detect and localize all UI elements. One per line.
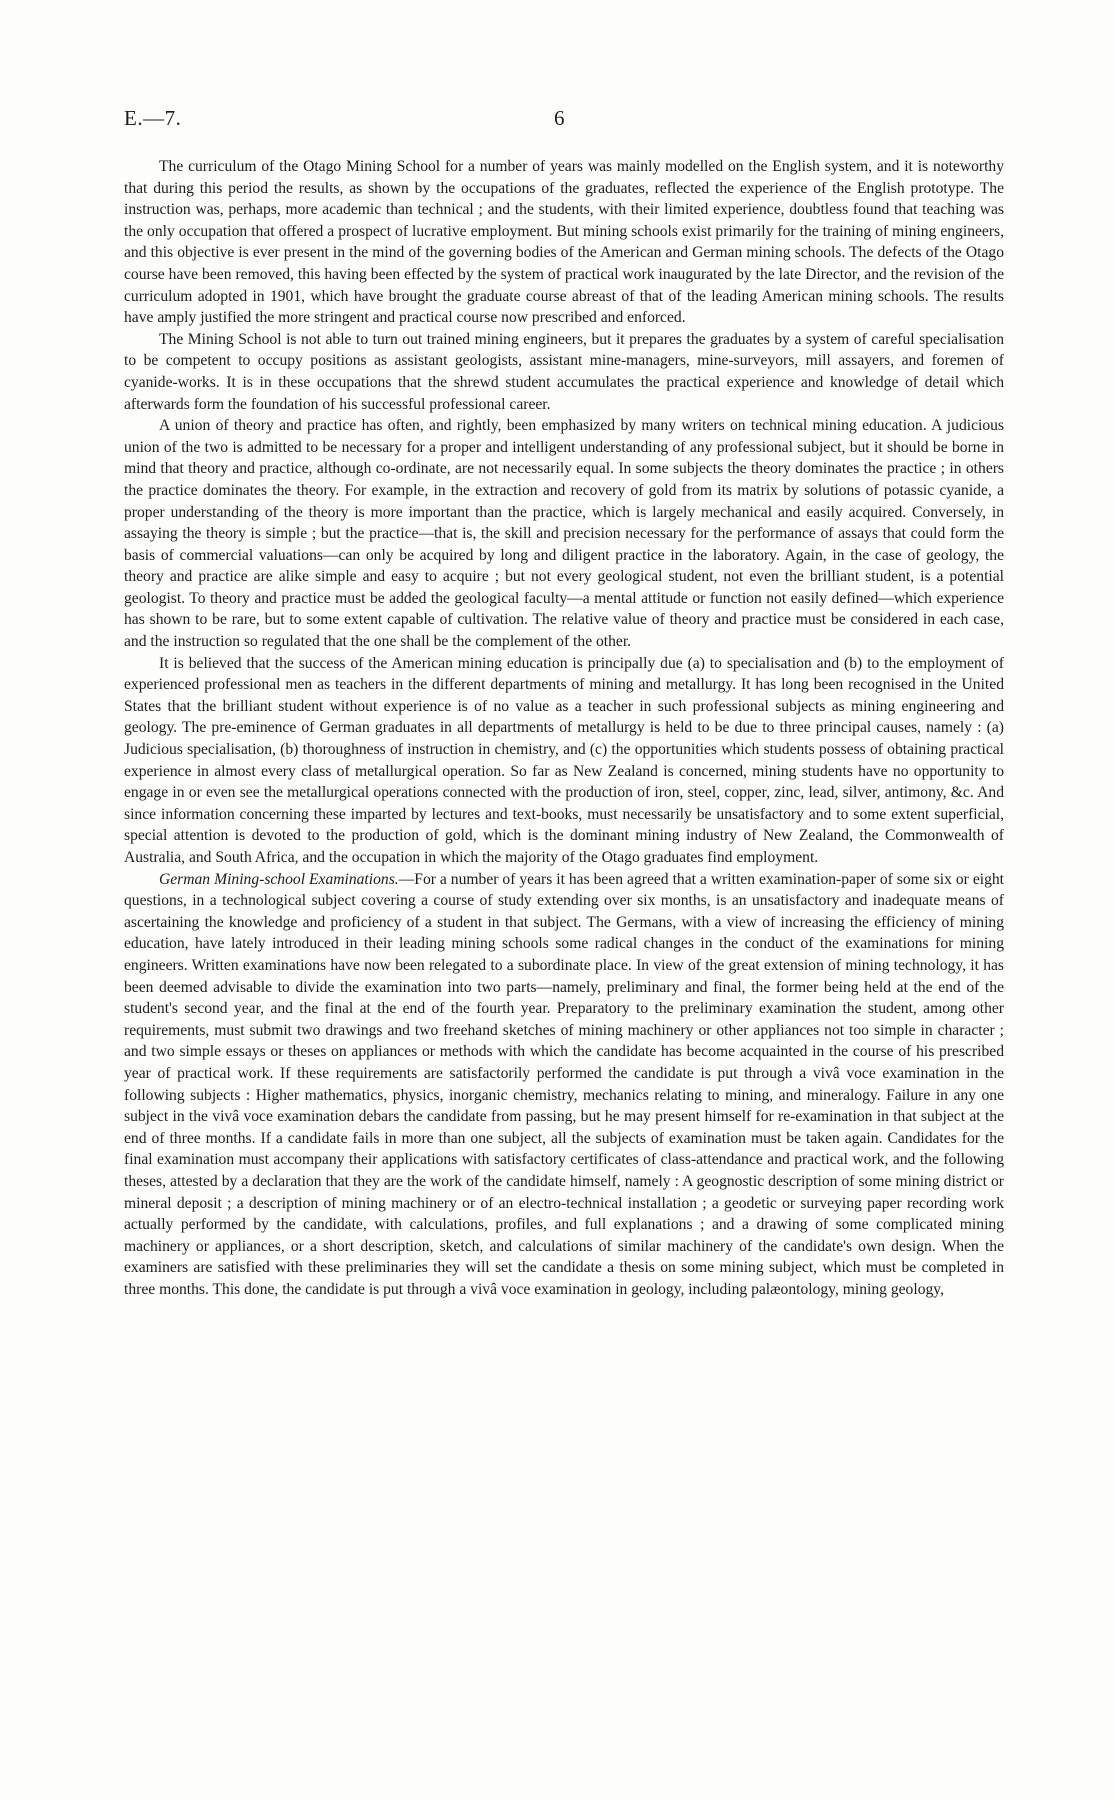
page-header [124, 106, 1004, 136]
page-number: 6 [554, 106, 565, 130]
section-text: —For a number of years it has been agreed that a written examination-paper of some six or eight questions, in a technological subject covering a course of study extending over six months, is an unsatisfactory and inadequate means of ascertaining the knowledge and proficiency of a student in that subject. The Germans, with a view of increasing the efficiency of mining education, have lately introduced in their leading mining schools some radical changes in the conduct of the examinations for mining engineers. Written examinations have now been relegated to a subordinate place. In view of the great extension of mining technology, it has been deemed advisable to divide the examination into two parts—namely, preliminary and final, the former being held at the end of the student's second year, and the final at the end of the fourth year. Preparatory to the preliminary examination the student, among other requirements, must submit two drawings and two freehand sketches of mining machinery or other appliances not too simple in character ; and two simple essays or theses on appliances or methods with which the candidate has become acquainted in the course of his prescribed year of practical work. If these requirements are satisfactorily performed the candidate is put through a vivâ voce examination in the following subjects : Higher mathematics, physics, inorganic chemistry, mechanics relating to mining, and mineralogy. Failure in any one subject in the vivâ voce examination debars the candidate from passing, but he may present himself for re-examination in that subject at the end of three months. If a candidate fails in more than one subject, all the subjects of examination must be taken again. Candidates for the final examination must accompany their applications with satisfactory certificates of class-attendance and practical work, and the following theses, attested by a declaration that they are the work of the candidate himself, namely : A geognostic description of some mining district or mineral deposit ; a description of mining machinery or of an electro-technical installation ; a geodetic or surveying paper recording work actually performed by the candidate, with calculations, profiles, and full explanations ; and a drawing of some complicated mining machinery or appliances, or a short description, sketch, and calculations of similar machinery of the candidate's own design. When the examiners are satisfied with these preliminaries they will set the candidate a thesis on some mining subject, which must be completed in three months. This done, the candidate is put through a vivâ voce examination in geology, including palæontology, mining geology, [124, 870, 1005, 1298]
paragraph-german-examinations [124, 869, 1004, 1301]
body-text [124, 156, 1004, 1300]
document-reference: E.—7. [124, 106, 182, 130]
paragraph-american-education: It is believed that the success of the American mining education is principally due (a) to specialisation and (b) to the employment of experienced professional men as teachers in the different departments of mining and metallurgy. It has long been recognised in the United States that the brilliant student without experience is of no value as a teacher in such professional subjects as mining engineering and geology. The pre-eminence of German graduates in all departments of metallurgy is held to be due to three principal causes, namely : (a) Judicious specialisation, (b) thoroughness of instruction in chemistry, and (c) the opportunities which students possess of obtaining practical experience in almost every class of metallurgical operation. So far as New Zealand is concerned, mining students have no opportunity to engage in or even see the metallurgical operations connected with the production of iron, steel, copper, zinc, lead, silver, antimony, &c. And since information concerning these imparted by lectures and text-books, must necessarily be unsatisfactory and to some extent superficial, special attention is devoted to the production of gold, which is the dominant mining industry of New Zealand, the Commonwealth of Australia, and South Africa, and the occupation in which the majority of the Otago graduates find employment. [124, 654, 1004, 866]
section-heading: German Mining-school Examinations. [159, 870, 399, 888]
paragraph-mining-school: The Mining School is not able to turn out trained mining engineers, but it prepares the graduates by a system of careful specialisation to be competent to occupy positions as assistant geologists, assistant mine-managers, mine-surveyors, mill assayers, and foremen of cyanide-works. It is in these occupations that the shrewd student accumulates the practical experience and knowledge of detail which afterwards form the foundation of his successful professional career. [124, 330, 1004, 413]
paragraph-theory-practice: A union of theory and practice has often, and rightly, been emphasized by many writers on technical mining education. A judicious union of the two is admitted to be necessary for a proper and intelligent understanding of any professional subject, but it should be borne in mind that theory and practice, although co-ordinate, are not necessarily equal. In some subjects the theory dominates the practice ; in others the practice dominates the theory. For example, in the extraction and recovery of gold from its matrix by solutions of potassic cyanide, a proper understanding of the theory is more important than the practice, which is largely mechanical and easily acquired. Conversely, in assaying the theory is simple ; but the practice—that is, the skill and precision necessary for the performance of assays that could form the basis of commercial valuations—can only be acquired by long and diligent practice in the laboratory. Again, in the case of geology, the theory and practice are alike simple and easy to acquire ; but not every geological student, not even the brilliant student, is a potential geologist. To theory and practice must be added the geological faculty—a mental attitude or function not easily defined—which experience has shown to be rare, but to some extent capable of cultivation. The relative value of theory and practice must be considered in each case, and the instruction so regulated that the one shall be the complement of the other. [124, 417, 1004, 651]
paragraph-curriculum: The curriculum of the Otago Mining School for a number of years was mainly modelled on the English system, and it is noteworthy that during this period the results, as shown by the occupations of the graduates, reflected the experience of the English prototype. The instruction was, perhaps, more academic than technical ; and the students, with their limited experience, doubtless found that teaching was the only occupation that offered a prospect of lucrative employment. But mining schools exist primarily for the training of mining engineers, and this objective is ever present in the mind of the governing bodies of the American and German mining schools. The defects of the Otago course have been removed, this having been effected by the system of practical work inaugurated by the late Director, and the revision of the curriculum adopted in 1901, which have brought the graduate course abreast of that of the leading American mining schools. The results have amply justified the more stringent and practical course now prescribed and enforced. [124, 158, 1004, 327]
